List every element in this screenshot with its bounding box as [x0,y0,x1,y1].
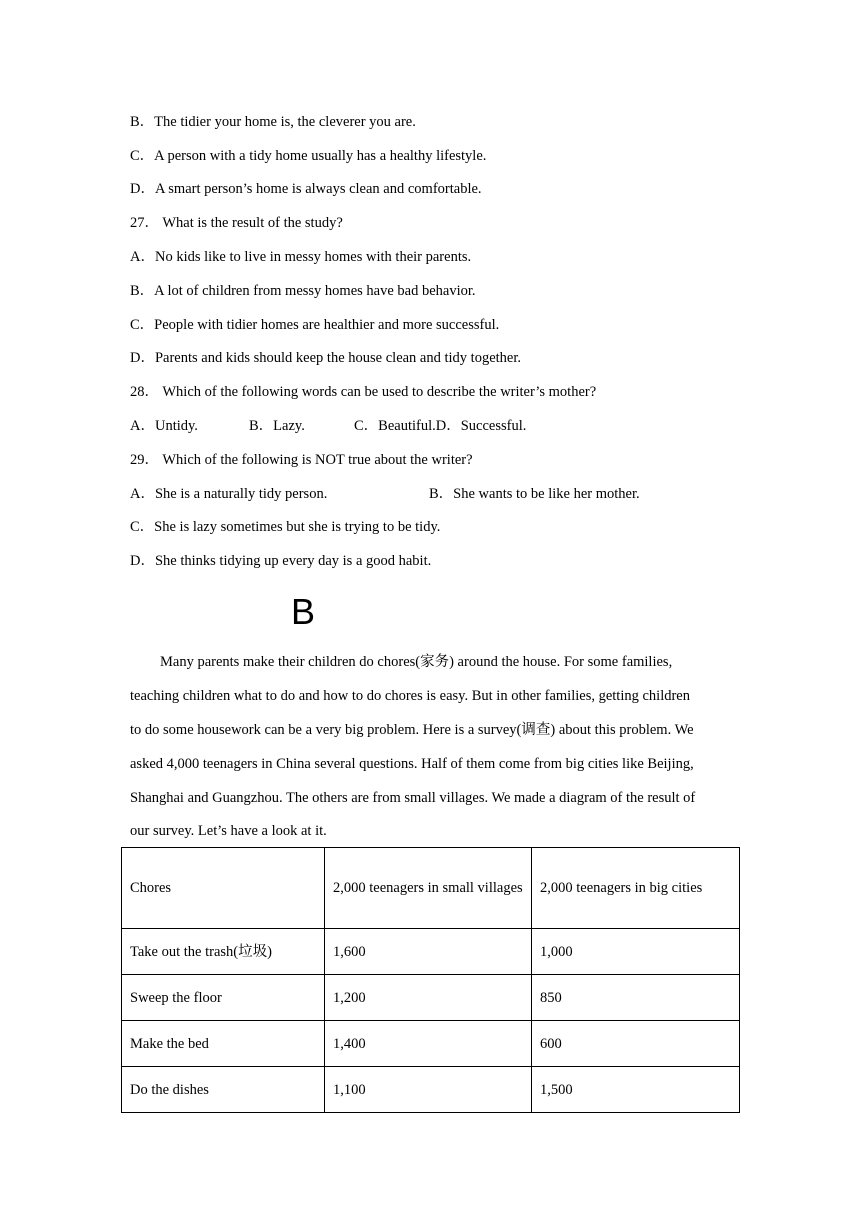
q27-option-d: D．Parents and kids should keep the house clean and tidy together. [130,350,522,366]
q27-option-c: C．People with tidier homes are healthier and more successful. [130,317,500,333]
passage-line: teaching children what to do and how to do chores is easy. But in other families, getting children [130,688,690,704]
q26-option-d: D．A smart person’s home is always clean and comfortable. [130,181,482,197]
section-heading: B [291,591,316,632]
passage-line: our survey. Let’s have a look at it. [130,823,327,839]
table-cell: Sweep the floor [122,975,325,1021]
q28-option-a: A．Untidy. [130,418,198,434]
q29-option-a: A．She is a naturally tidy person. [130,486,328,502]
table-cell: 1,200 [325,975,532,1021]
table-cell: 1,100 [325,1067,532,1113]
q29-option-d: D．She thinks tidying up every day is a good habit. [130,553,432,569]
q29-option-b: B．She wants to be like her mother. [429,486,640,502]
table-cell: 1,500 [532,1067,740,1113]
table-header-row [122,848,740,929]
table-cell: 850 [532,975,740,1021]
q28-question: 28． Which of the following words can be used to describe the writer’s mother? [130,384,597,400]
survey-table [121,847,740,1113]
table-cell: Make the bed [122,1021,325,1067]
table-cell: 1,000 [532,929,740,975]
table-cell: Take out the trash(垃圾) [122,929,325,975]
q27-option-a: A．No kids like to live in messy homes with their parents. [130,249,472,265]
q29-option-c: C．She is lazy sometimes but she is trying to be tidy. [130,519,441,535]
table-header-cell: 2,000 teenagers in small villages [325,848,532,929]
table-row [122,1021,740,1067]
q26-option-c: C．A person with a tidy home usually has a healthy lifestyle. [130,148,487,164]
table-cell: 600 [532,1021,740,1067]
passage-line: Many parents make their children do chores(家务) around the house. For some families, [160,654,673,670]
table-header-cell: 2,000 teenagers in big cities [532,848,740,929]
passage-line: Shanghai and Guangzhou. The others are from small villages. We made a diagram of the result of [130,790,696,806]
table-row [122,929,740,975]
table-cell: 1,400 [325,1021,532,1067]
q27-option-b: B．A lot of children from messy homes have bad behavior. [130,283,476,299]
q27-question: 27． What is the result of the study? [130,215,343,231]
table-row [122,1067,740,1113]
q28-option-b: B．Lazy. [249,418,305,434]
table-header-cell: Chores [122,848,325,929]
table-row [122,975,740,1021]
passage-line: to do some housework can be a very big problem. Here is a survey(调查) about this problem. We [130,722,694,738]
table-cell: 1,600 [325,929,532,975]
passage-line: asked 4,000 teenagers in China several questions. Half of them come from big cities like Beijing, [130,756,694,772]
q29-question: 29． Which of the following is NOT true about the writer? [130,452,473,468]
q26-option-b: B．The tidier your home is, the cleverer you are. [130,114,416,130]
q28-option-cd: C．Beautiful.D．Successful. [354,418,527,434]
table-cell: Do the dishes [122,1067,325,1113]
